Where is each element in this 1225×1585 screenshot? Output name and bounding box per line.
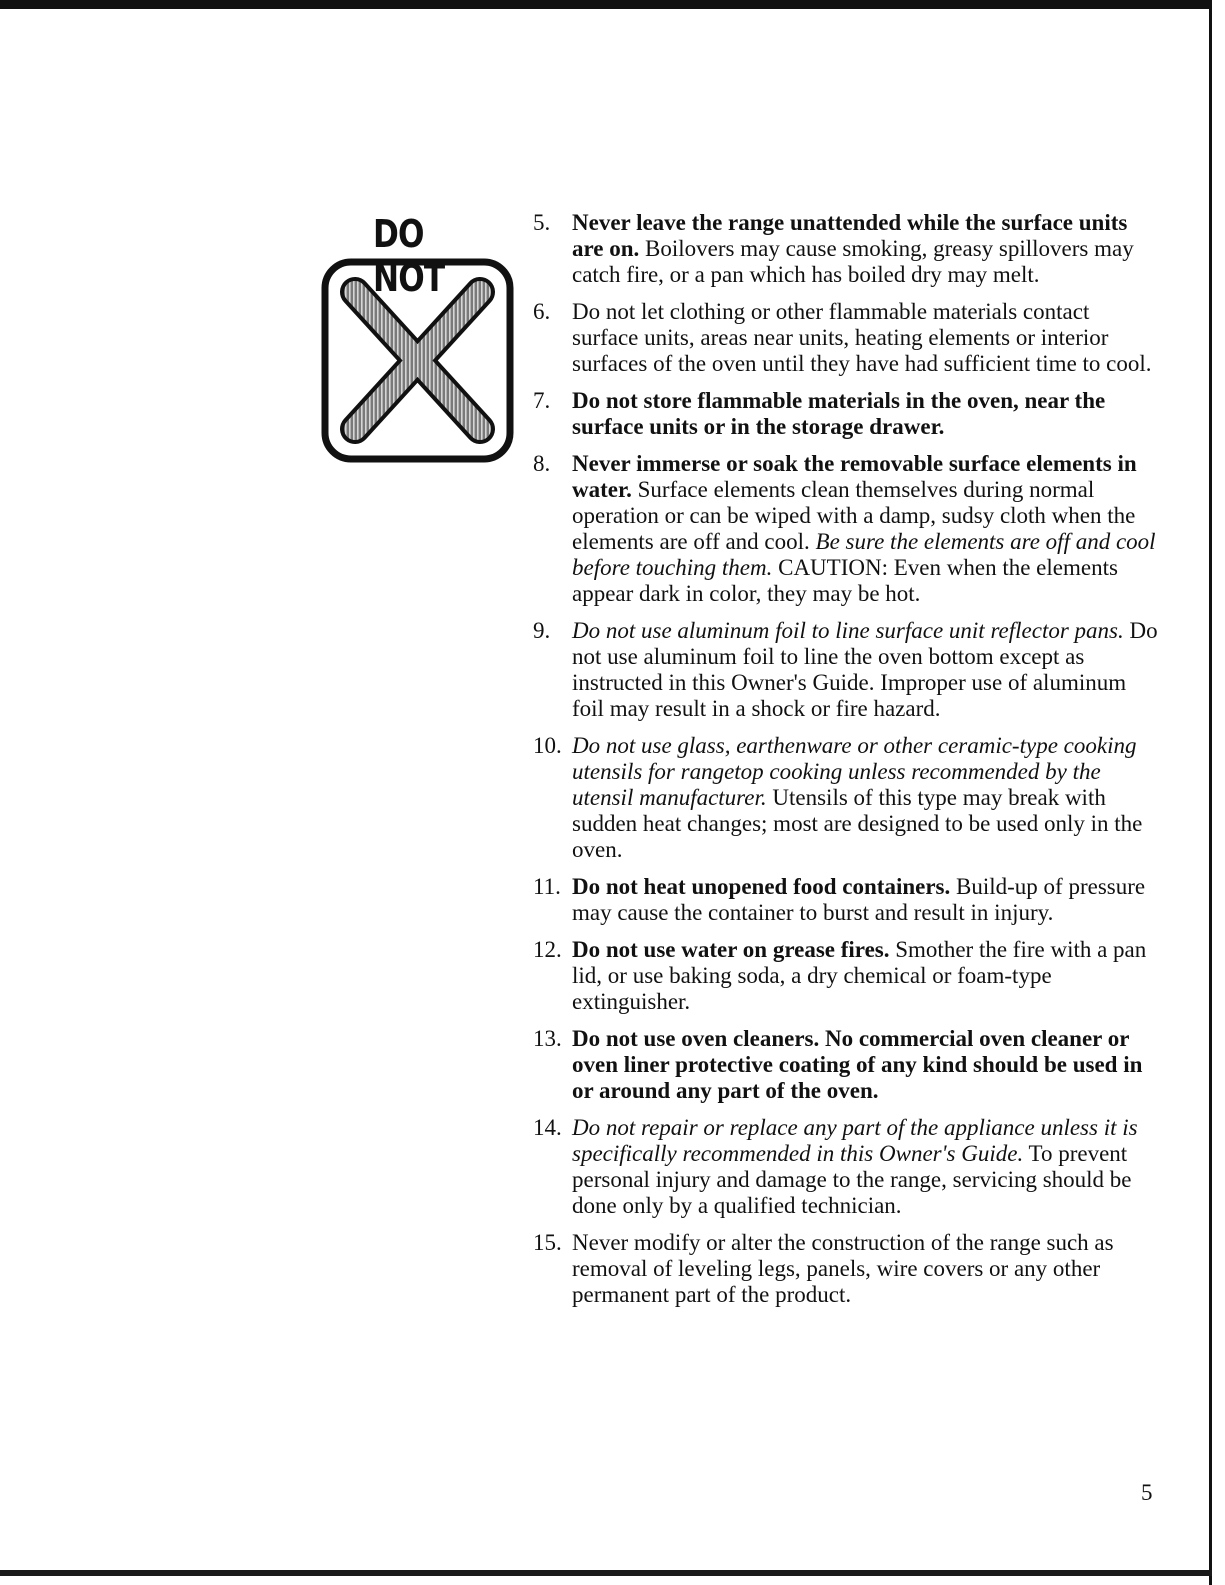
- item-bold-text: Do not use oven cleaners. No commercial oven cleaner or oven liner protective coating of any kind should be used in or around any part of the oven.: [572, 1026, 1143, 1103]
- item-number: 8.: [533, 451, 551, 476]
- item-text: Smother the fire with a pan lid, or use baking soda, a dry chemical or foam-type extinguisher.: [572, 937, 1147, 1014]
- item-italic-text: Do not repair or replace any part of the appliance unless it is specifically recommended in this Owner's Guide.: [572, 1115, 1138, 1166]
- item-italic-text: Do not use aluminum foil to line surface unit reflector pans.: [572, 618, 1124, 643]
- item-number: 13.: [533, 1026, 562, 1051]
- item-italic-text: Do not use glass, earthenware or other ceramic-type cooking utensils for rangetop cooking unless recommended by the utensil manufacturer.: [572, 733, 1137, 810]
- right-border-rule: [1209, 0, 1212, 1585]
- safety-instructions-list: [533, 210, 1158, 1319]
- do-not-x-icon: [321, 258, 514, 463]
- list-item: [533, 1115, 1158, 1219]
- item-number: 9.: [533, 618, 551, 643]
- item-number: 12.: [533, 937, 562, 962]
- item-italic-text: Be sure the elements are off and cool before touching them.: [572, 529, 1156, 580]
- item-text: Build-up of pressure may cause the container to burst and result in injury.: [572, 874, 1146, 925]
- item-number: 15.: [533, 1230, 562, 1255]
- item-number: 5.: [533, 210, 551, 235]
- bottom-border-rule: [0, 1570, 1212, 1576]
- item-text: Surface elements clean themselves during normal operation or can be wiped with a damp, sudsy cloth when the elements are off and cool.: [572, 477, 1136, 554]
- list-item: [533, 210, 1158, 288]
- item-number: 11.: [533, 874, 561, 899]
- item-bold-text: Do not store flammable materials in the oven, near the surface units or in the storage drawer.: [572, 388, 1106, 439]
- item-number: 10.: [533, 733, 562, 758]
- page-number: 5: [1141, 1480, 1153, 1505]
- item-text-continued: CAUTION: Even when the elements appear dark in color, they may be hot.: [572, 555, 1118, 606]
- item-number: 6.: [533, 299, 551, 324]
- item-text: Do not use aluminum foil to line the oven bottom except as instructed in this Owner's Guide. Improper use of aluminum foil may result in a shock or fire hazard.: [572, 618, 1158, 721]
- item-bold-text: Never immerse or soak the removable surface elements in water.: [572, 451, 1137, 502]
- item-number: 14.: [533, 1115, 562, 1140]
- list-item: [533, 388, 1158, 440]
- list-item: [533, 299, 1158, 377]
- list-item: [533, 733, 1158, 863]
- do-not-heading: DO NOT: [373, 212, 445, 300]
- list-item: [533, 618, 1158, 722]
- item-text: Do not let clothing or other flammable materials contact surface units, areas near units, heating elements or interior surfaces of the oven until they have had sufficient time to cool.: [572, 299, 1152, 376]
- list-item: [533, 451, 1158, 607]
- list-item: [533, 874, 1158, 926]
- item-bold-text: Do not heat unopened food containers.: [572, 874, 951, 899]
- list-item: [533, 1026, 1158, 1104]
- item-number: 7.: [533, 388, 551, 413]
- list-item: [533, 937, 1158, 1015]
- item-text: Never modify or alter the construction of the range such as removal of leveling legs, panels, wire covers or any other permanent part of the product.: [572, 1230, 1114, 1307]
- item-bold-text: Do not use water on grease fires.: [572, 937, 890, 962]
- item-text: To prevent personal injury and damage to the range, servicing should be done only by a qualified technician.: [572, 1141, 1132, 1218]
- item-bold-text: Never leave the range unattended while the surface units are on.: [572, 210, 1128, 261]
- item-text: Boilovers may cause smoking, greasy spillovers may catch fire, or a pan which has boiled dry may melt.: [572, 236, 1134, 287]
- item-text: Utensils of this type may break with sudden heat changes; most are designed to be used only in the oven.: [572, 785, 1143, 862]
- list-item: [533, 1230, 1158, 1308]
- top-border-rule: [0, 0, 1212, 9]
